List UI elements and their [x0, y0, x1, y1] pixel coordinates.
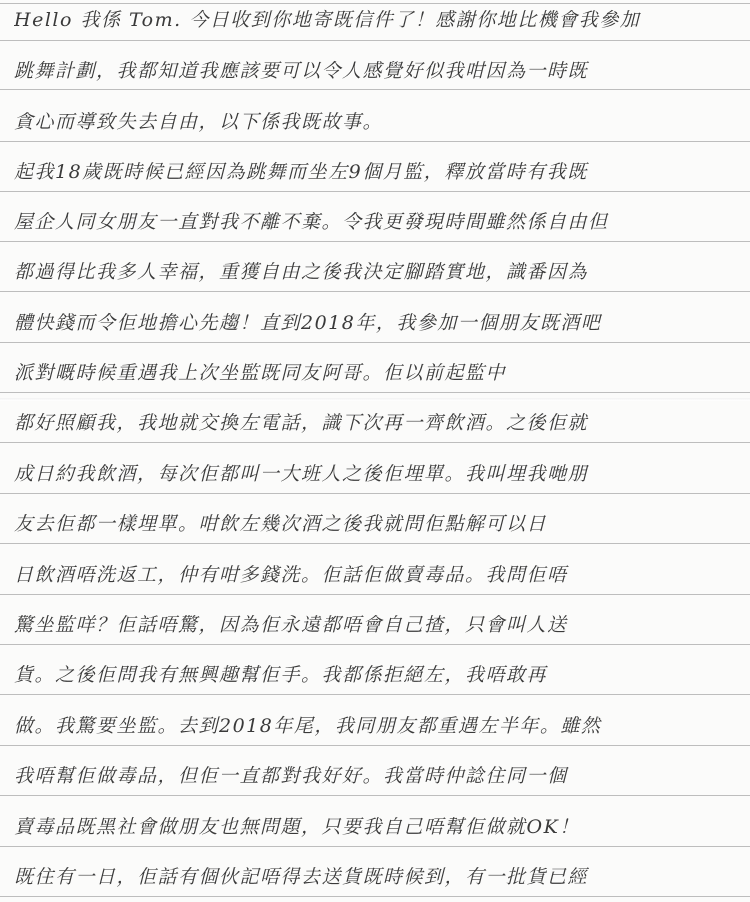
- ruled-line: [0, 442, 750, 443]
- ruled-line: [0, 40, 750, 41]
- ruled-line: [0, 694, 750, 695]
- ruled-line: [0, 141, 750, 142]
- letter-line: 都好照顧我，我地就交換左電話，識下次再一齊飲酒。之後佢就: [14, 412, 589, 434]
- letter-line: 我唔幫佢做毒品，但佢一直都對我好好。我當時仲諗住同一個: [14, 765, 568, 787]
- ruled-line: [0, 89, 750, 90]
- letter-line: 日飲酒唔洗返工，仲有咁多錢洗。佢話佢做賣毒品。我問佢唔: [14, 564, 568, 586]
- ruled-line: [0, 191, 750, 192]
- letter-line: 做。我驚要坐監。去到2018年尾，我同朋友都重遇左半年。雖然: [14, 715, 602, 737]
- letter-line: 體快錢而令佢地擔心先趨！直到2018年，我參加一個朋友既酒吧: [14, 312, 602, 334]
- letter-line: 賣毒品既黑社會做朋友也無問題，只要我自己唔幫佢做就OK！: [14, 816, 580, 838]
- ruled-line: [0, 594, 750, 595]
- letter-line: 驚坐監咩？佢話唔驚，因為佢永遠都唔會自己揸，只會叫人送: [14, 614, 568, 636]
- ruled-line: [0, 846, 750, 847]
- ruled-line: [0, 745, 750, 746]
- ruled-line: [0, 644, 750, 645]
- ruled-line: [0, 493, 750, 494]
- letter-line: 貪心而導致失去自由，以下係我既故事。: [14, 111, 384, 133]
- letter-line: 跳舞計劃，我都知道我應該要可以令人感覺好似我咁因為一時既: [14, 60, 589, 82]
- letter-line: 派對嘅時候重遇我上次坐監既同友阿哥。佢以前起監中: [14, 362, 507, 384]
- ruled-line: [0, 241, 750, 242]
- letter-line: 都過得比我多人幸福，重獲自由之後我決定腳踏實地，識番因為: [14, 261, 589, 283]
- letter-line: 既住有一日，佢話有個伙記唔得去送貨既時候到，有一批貨已經: [14, 866, 589, 888]
- paper-fold: [0, 398, 750, 401]
- letter-line: 起我18歲既時候已經因為跳舞而坐左9個月監，釋放當時有我既: [14, 161, 588, 183]
- ruled-line: [0, 392, 750, 393]
- ruled-line: [0, 291, 750, 292]
- ruled-line: [0, 3, 750, 4]
- letter-line: 貨。之後佢問我有無興趣幫佢手。我都係拒絕左，我唔敢再: [14, 664, 548, 686]
- ruled-line: [0, 342, 750, 343]
- letter-line: 屋企人同女朋友一直對我不離不棄。令我更發現時間雖然係自由但: [14, 211, 609, 233]
- ruled-line: [0, 543, 750, 544]
- letter-line: Hello 我係 Tom. 今日收到你地寄既信件了！感謝你地比機會我參加: [14, 9, 641, 31]
- ruled-line: [0, 795, 750, 796]
- letter-line: 成日約我飲酒，每次佢都叫一大班人之後佢埋單。我叫埋我哋朋: [14, 463, 589, 485]
- ruled-line: [0, 896, 750, 897]
- letter-line: 友去佢都一樣埋單。咁飲左幾次酒之後我就問佢點解可以日: [14, 513, 548, 535]
